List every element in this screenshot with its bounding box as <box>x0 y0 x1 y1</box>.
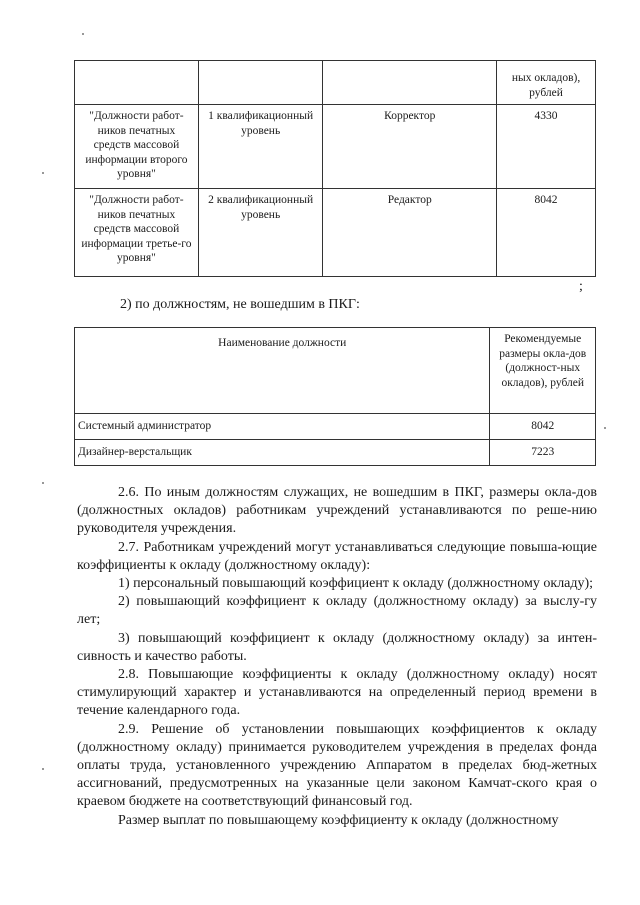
section-heading: 2) по должностям, не вошедшим в ПКГ: <box>120 297 360 312</box>
position-name-cell: Системный администратор <box>75 414 490 440</box>
scan-speck <box>604 427 606 429</box>
salary-cell: 8042 <box>490 414 596 440</box>
trailing-semicolon: ; <box>579 279 583 294</box>
paragraph-2-8: 2.8. Повышающие коэффициенты к окладу (должностному окладу) носят стимулирующий характер и устанавливаются на определенный период времени в течение календарного года. <box>77 667 597 719</box>
column-header-salary: Рекомендуемые размеры окла-дов (должност-ных окладов), рублей <box>490 328 596 414</box>
qualification-group-cell: "Должности работ-ников печатных средств массовой информации второго уровня" <box>75 105 199 189</box>
paragraph-2-6: 2.6. По иным должностям служащих, не вошедшим в ПКГ, размеры окла-дов (должностных окладов) работникам учреждений устанавливаются по реше-нию руководителя учреждения. <box>77 485 597 537</box>
salary-cell: 4330 <box>497 105 596 189</box>
position-name-cell: Дизайнер-верстальщик <box>75 440 490 466</box>
scan-speck <box>42 172 44 174</box>
scan-speck <box>42 768 44 770</box>
body-text <box>77 484 597 830</box>
table-row <box>75 189 596 277</box>
qualification-level-cell: 1 квалификационный уровень <box>198 105 323 189</box>
list-item-3: 3) повышающий коэффициент к окладу (должностному окладу) за интен-сивность и качество работы. <box>77 630 597 664</box>
paragraph-last: Размер выплат по повышающему коэффициенту к окладу (должностному <box>118 812 559 828</box>
position-cell: Корректор <box>323 105 497 189</box>
paragraph-2-9: 2.9. Решение об установлении повышающих коэффициентов к окладу (должностному окладу) принимается руководителем учреждения в пределах фонда оплаты труда, установленного учреждению Аппаратом в пределах бюд-жетных ассигнований, предусмотренных на указанные цели законом Камчат-ского края о краевом бюджете на соответствующий финансовый год. <box>77 721 597 810</box>
table-row <box>75 105 596 189</box>
qualification-group-cell: "Должности работ-ников печатных средств массовой информации третье-го уровня" <box>75 189 199 277</box>
scan-speck <box>42 482 44 484</box>
salary-header-tail: ных окладов), рублей <box>497 61 596 105</box>
scan-speck <box>82 33 84 35</box>
list-item-2: 2) повышающий коэффициент к окладу (должностному окладу) за выслу-гу лет; <box>77 594 597 628</box>
salary-cell: 7223 <box>490 440 596 466</box>
table-row <box>75 440 596 466</box>
table-header-tail-row <box>75 61 596 105</box>
column-header-position-name: Наименование должности <box>75 328 490 414</box>
other-positions-table <box>74 327 596 466</box>
qualification-level-cell: 2 квалификационный уровень <box>198 189 323 277</box>
paragraph-2-7: 2.7. Работникам учреждений могут устанавливаться следующие повыша-ющие коэффициенты к окладу (должностному окладу): <box>77 539 597 573</box>
salary-cell: 8042 <box>497 189 596 277</box>
table-row <box>75 414 596 440</box>
list-item-1: 1) персональный повышающий коэффициент к окладу (должностному окладу); <box>118 576 594 592</box>
position-cell: Редактор <box>323 189 497 277</box>
table-header-row <box>75 328 596 414</box>
qualification-salary-table <box>74 60 596 277</box>
